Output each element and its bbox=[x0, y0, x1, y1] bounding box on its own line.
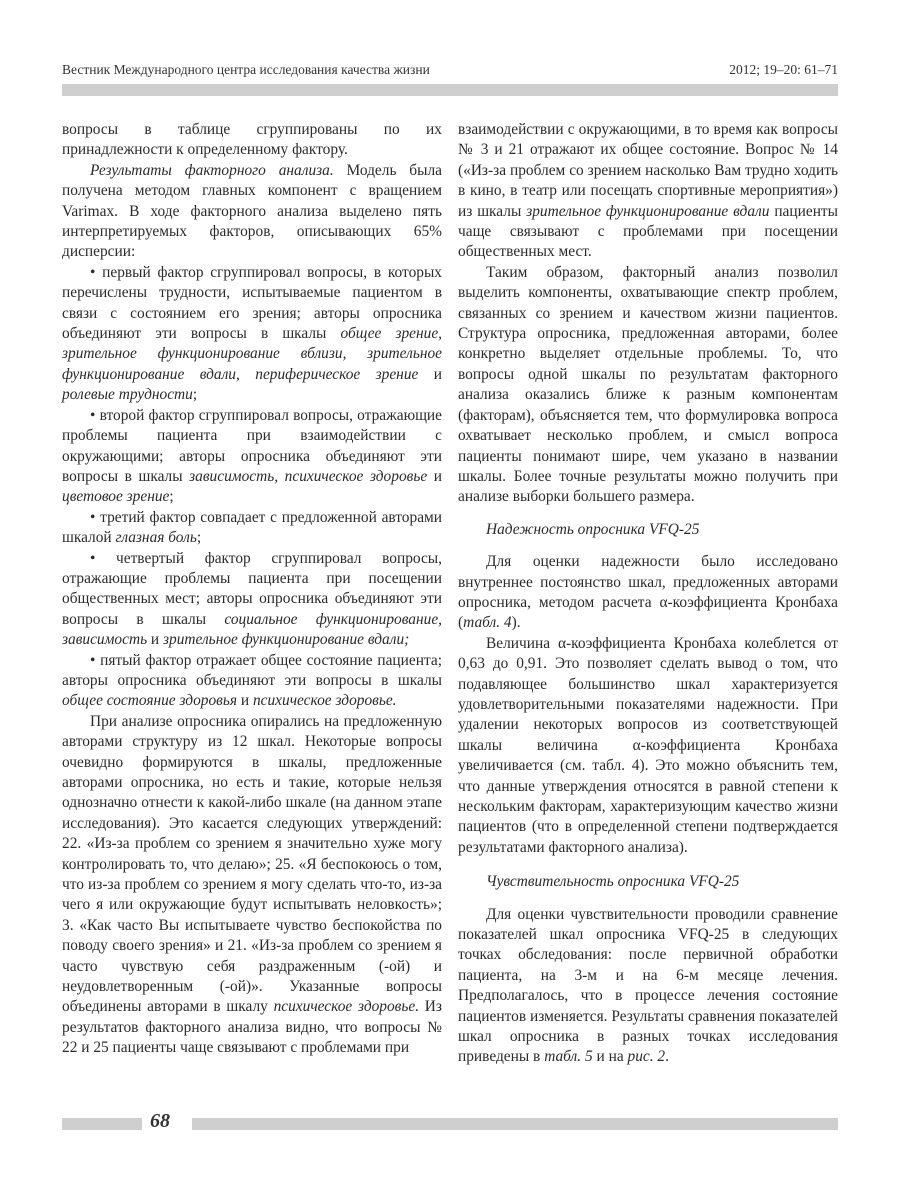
page-number: 68 bbox=[150, 1110, 170, 1132]
list-item: • четвертый фактор сгруппировал вопросы, отражающие проблемы пациента при посещении общественных мест; авторы опросника объединяют эти вопросы в шкалы социальное функционирование, зависимость и зрительное функционирование вдали; bbox=[62, 549, 442, 649]
right-column bbox=[458, 120, 838, 1068]
header-rule bbox=[62, 84, 838, 96]
list-item: • первый фактор сгруппировал вопросы, в которых перечислены трудности, испытываемые пациентом в связи с состоянием его зрения; авторы опросника объединяют эти вопросы в шкалы общее зрение, зрительное функционирование вблизи, зрительное функционирование вдали, периферическое зрение и ролевые трудности; bbox=[62, 263, 442, 404]
paragraph: Для оценки чувствительности проводили сравнение показателей шкал опросника VFQ-25 в следующих точках обследования: после первичной обработки пациента, на 3-м и на 6-м месяце лечения. Предполагалось, что в процессе лечения состояние пациентов изменяется. Результаты сравнения показателей шкал опросника в разных точках исследования приведены в табл. 5 и на рис. 2. bbox=[458, 905, 838, 1066]
section-title: Результаты факторного анализа. bbox=[90, 161, 334, 179]
journal-title: Вестник Международного центра исследования качества жизни bbox=[62, 62, 430, 77]
subsection-heading: Надежность опросника VFQ-25 bbox=[486, 520, 700, 538]
subsection-heading: Чувствительность опросника VFQ-25 bbox=[486, 873, 740, 891]
paragraph: вопросы в таблице сгруппированы по их принадлежности к определенному фактору. bbox=[62, 121, 442, 159]
left-column bbox=[62, 120, 442, 1059]
paragraph: Таким образом, факторный анализ позволил выделить компоненты, охватывающие спектр проблем, связанных со зрением и качеством жизни пациентов. Структура опросника, предложенная авторами, более конкретно выделяет отдельные проблемы. То, что вопросы одной шкалы по результатам факторного анализа оказались ближе к разным компонентам (факторам), объясняется тем, что формулировка вопроса охватывает несколько проблем, и смысл вопроса пациенты понимают шире, чем указано в названии шкалы. Более точные результаты можно получить при анализе выборки большего размера. bbox=[458, 263, 838, 506]
list-item: • третий фактор совпадает с предложенной авторами шкалой глазная боль; bbox=[62, 508, 442, 547]
list-item: • второй фактор сгруппировал вопросы, отражающие проблемы пациента при взаимодействии с окружающими; авторы опросника объединяют эти вопросы в шкалы зависимость, психическое здоровье и цветовое зрение; bbox=[62, 406, 442, 506]
paragraph: Результаты факторного анализа. Модель была получена методом главных компонент с вращением Varimax. В ходе факторного анализа выделено пять интерпретируемых факторов, описывающих 65% дисперсии: bbox=[62, 161, 442, 261]
paragraph: При анализе опросника опирались на предложенную авторами структуру из 12 шкал. Некоторые вопросы очевидно формируются в шкалы, предложенные авторами опросника, но есть и такие, которые нельзя однозначно отнести к какой-либо шкале (на данном этапе исследования). Это касается следующих утверждений: 22. «Из-за проблем со зрением я значительно хуже могу контролировать то, что делаю»; 25. «Я беспокоюсь о том, что из-за проблем со зрением я могу сделать что-то, из-за чего я или окружающие будут испытывать неловкость»; 3. «Как часто Вы испытываете чувство беспокойства по поводу своего зрения» и 21. «Из-за проблем со зрением я часто чувствую себя раздраженным (-ой) и неудовлетворенным (-ой)». Указанные вопросы объединены авторами в шкалу психическое здоровье. Из результатов факторного анализа видно, что вопросы № 22 и 25 пациенты чаще связывают с проблемами при bbox=[62, 712, 443, 1057]
running-header bbox=[62, 58, 838, 82]
footer-rule-left bbox=[62, 1118, 142, 1130]
list-item: • пятый фактор отражает общее состояние пациента; авторы опросника объединяют эти вопросы в шкалы общее состояние здоровья и психическое здоровье. bbox=[62, 651, 442, 710]
paragraph: взаимодействии с окружающими, в то время как вопросы № 3 и 21 отражают их общее состояние. Вопрос № 14 («Из-за проблем со зрением насколько Вам трудно ходить в кино, в театр или посещать спортивные мероприятия») из шкалы зрительное функционирование вдали пациенты чаще связывают с проблемами при посещении общественных мест. bbox=[458, 121, 838, 261]
paragraph: Для оценки надежности было исследовано внутреннее постоянство шкал, предложенных авторами опросника, методом расчета α-коэффициента Кронбаха (табл. 4). bbox=[458, 553, 838, 632]
paragraph: Величина α-коэффициента Кронбаха колеблется от 0,63 до 0,91. Это позволяет сделать вывод о том, что подавляющее большинство шкал характеризуется удовлетворительными показателями надежности. При удалении некоторых вопросов из соответствующей шкалы величина α-коэффициента Кронбаха увеличивается (см. табл. 4). Это можно объяснить тем, что данные утверждения относятся в равной степени к нескольким факторам, характеризующим качество жизни пациентов (что в определенной степени подтверждается результатами факторного анализа). bbox=[458, 634, 838, 856]
footer-rule-right bbox=[192, 1118, 838, 1130]
issue-reference: 2012; 19–20: 61–71 bbox=[729, 62, 838, 77]
